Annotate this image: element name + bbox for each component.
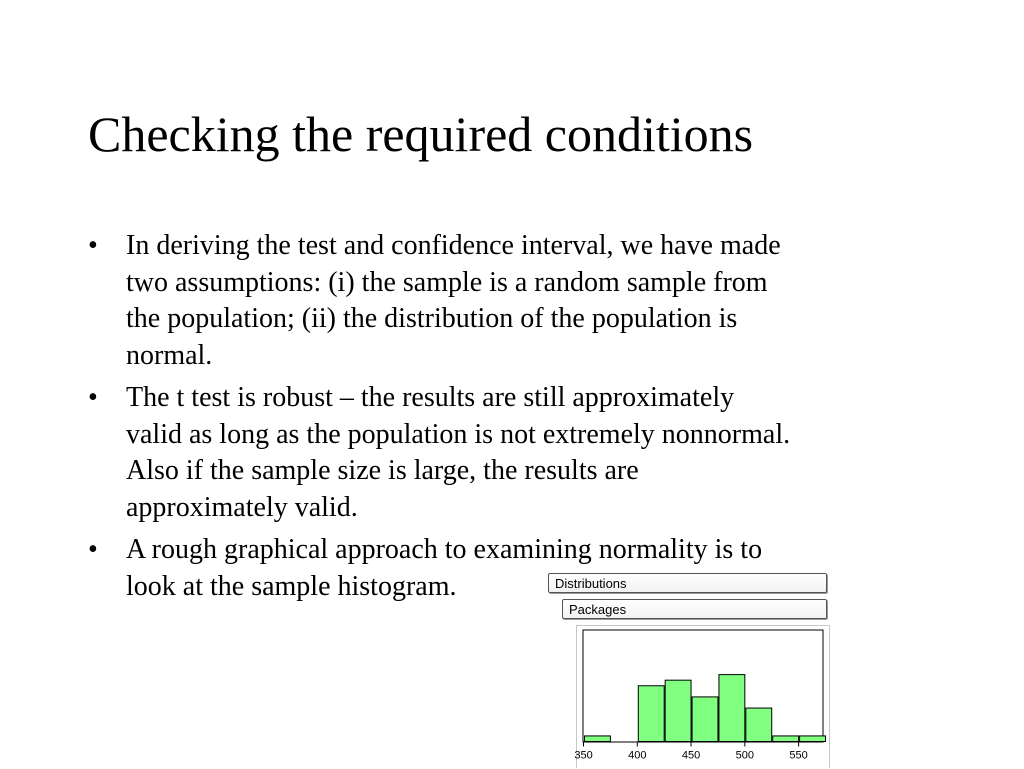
x-tick-label-500: 500 [735, 749, 755, 762]
bullet-line: approximately valid. [126, 491, 358, 523]
histogram-bar-425 [665, 680, 691, 741]
bullet-line: two assumptions: (i) the sample is a random sample from [126, 266, 768, 298]
bullet-line: A rough graphical approach to examining normality is to [126, 534, 763, 565]
bullet-line: The t test is robust – the results are still approximately [126, 382, 735, 413]
histogram-bar-450 [692, 697, 718, 742]
bullet-line: the population; (ii) the distribution of the population is [126, 303, 738, 334]
histogram-bar-500 [746, 708, 772, 741]
histogram-bar-525 [773, 736, 799, 742]
bullet-line: look at the sample histogram. [126, 570, 457, 602]
bullet-marker: • [88, 382, 98, 413]
bullet-item [88, 228, 968, 374]
x-tick-label-450: 450 [681, 749, 701, 762]
distributions-header[interactable]: Distributions [548, 573, 827, 593]
histogram-chart [574, 626, 829, 769]
bullet-line: normal. [126, 339, 213, 371]
histogram-bar-400 [638, 686, 664, 742]
jmp-distribution-panel [548, 573, 830, 768]
x-tick-label-550: 550 [789, 749, 808, 762]
histogram-frame [576, 625, 830, 768]
x-axis-ticks [574, 743, 807, 762]
bullet-line: valid as long as the population is not extremely nonnormal. [126, 418, 791, 450]
histogram-bar-550 [800, 736, 826, 742]
x-tick-label-400: 400 [628, 749, 647, 762]
packages-header[interactable]: Packages [562, 599, 827, 619]
bullet-line: Also if the sample size is large, the results are [126, 455, 639, 486]
histogram-bar-350 [585, 736, 611, 742]
bullet-marker: • [88, 534, 98, 565]
bullet-item [88, 380, 968, 526]
histogram-bar-475 [719, 675, 745, 742]
bullet-line: In deriving the test and confidence interval, we have made [126, 230, 781, 261]
bullet-marker: • [88, 230, 98, 261]
slide-title: Checking the required conditions [88, 106, 754, 162]
bullet-list [88, 228, 968, 611]
x-tick-label-350: 350 [574, 749, 593, 762]
bullet-item [88, 532, 968, 605]
